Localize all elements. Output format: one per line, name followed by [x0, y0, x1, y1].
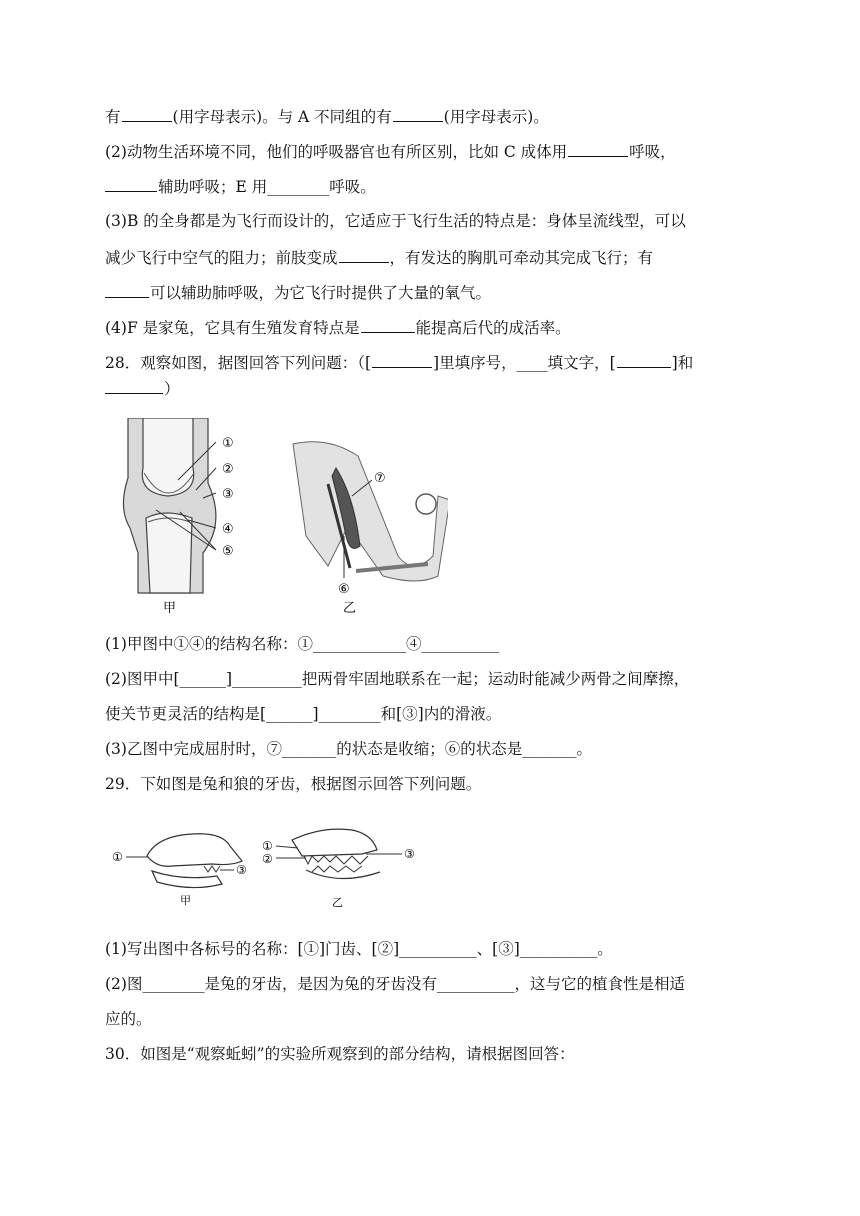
- answer-blank[interactable]: [122, 104, 172, 122]
- joint-diagram: [108, 418, 258, 618]
- q27-part2-line2: [105, 174, 376, 198]
- q27-part3-line1: [105, 210, 686, 232]
- q27-part2-line1: [105, 139, 676, 163]
- text: ]里填序号，____填文字，[: [433, 354, 616, 372]
- q29-sub2-line1: (2)图________是兔的牙齿，是因为兔的牙齿没有__________，这与它的植食性是相适: [105, 975, 685, 993]
- text: 有: [105, 108, 121, 126]
- text: 能提高后代的成活率。: [415, 319, 571, 337]
- figure-caption-yi: 乙: [332, 896, 343, 909]
- q29-intro: 29．下如图是兔和狼的牙齿，根据图示回答下列问题。: [105, 775, 482, 793]
- rabbit-upper-skull: [147, 834, 242, 867]
- label-1: ①: [262, 839, 273, 853]
- wolf-upper-teeth: [304, 856, 368, 864]
- arm-outline: [293, 442, 448, 581]
- q27-line1: [105, 104, 549, 128]
- figure-caption-yi: 乙: [343, 601, 357, 616]
- text: 28．观察如图，据图回答下列问题：（[: [105, 354, 372, 372]
- figure-caption-jia: 甲: [180, 894, 191, 906]
- answer-blank[interactable]: [372, 350, 432, 368]
- text: ，有发达的胸肌可牵动其完成飞行；有: [389, 249, 654, 267]
- q28-sub2-line2: 使关节更灵活的结构是[______]________和[③]内的滑液。: [105, 705, 502, 723]
- answer-blank[interactable]: [339, 245, 389, 263]
- text: (用字母表示)。: [443, 108, 549, 126]
- q30-intro: 30．如图是“观察蚯蚓”的实验所观察到的部分结构，请根据图回答：: [105, 1045, 575, 1063]
- label-7: ⑦: [374, 471, 386, 486]
- q27-part3-line2: [105, 245, 653, 269]
- wolf-teeth-diagram: [262, 820, 422, 912]
- text: ）: [164, 380, 180, 398]
- label-1: ①: [222, 436, 234, 451]
- arm-muscle-diagram: [288, 436, 448, 616]
- answer-blank[interactable]: [105, 376, 163, 394]
- label-3: ③: [404, 847, 415, 861]
- pointer-line-1: [276, 846, 298, 848]
- text: 辅助呼吸；E 用________呼吸。: [158, 178, 376, 196]
- label-2: ②: [222, 462, 234, 477]
- rabbit-lower-jaw: [152, 871, 222, 888]
- rabbit-molars: [204, 866, 220, 872]
- q27-part3-line3: [105, 280, 491, 304]
- rabbit-teeth-diagram: [112, 826, 262, 906]
- figure-caption-jia: 甲: [163, 601, 177, 616]
- wolf-lower-teeth: [312, 866, 362, 872]
- text: (3)B 的全身都是为飞行而设计的，它适应于飞行生活的特点是：身体呈流线型，可以: [105, 212, 686, 230]
- answer-blank[interactable]: [568, 139, 628, 157]
- text: 呼吸，: [629, 143, 676, 161]
- q28-sub2-line1: (2)图甲中[______]_________把两骨牢固地联系在一起；运动时能减少两骨之间摩擦，: [105, 670, 690, 688]
- q28-sub1: (1)甲图中①④的结构名称：①____________④__________: [105, 635, 499, 653]
- lower-bone: [146, 513, 192, 593]
- q29-sub2-line2: 应的。: [105, 1010, 152, 1028]
- q28-intro-line2: [105, 376, 180, 400]
- label-3: ③: [236, 863, 247, 877]
- answer-blank[interactable]: [617, 350, 671, 368]
- text: 减少飞行中空气的阻力；前肢变成: [105, 249, 338, 267]
- answer-blank[interactable]: [105, 280, 149, 298]
- q29-sub1: (1)写出图中各标号的名称：[①]门齿、[②]__________、[③]__________。: [105, 940, 613, 958]
- label-4: ④: [222, 522, 234, 537]
- text: (2)动物生活环境不同，他们的呼吸器官也有所区别，比如 C 成体用: [105, 143, 568, 161]
- answer-blank[interactable]: [361, 315, 415, 333]
- label-2: ②: [262, 852, 273, 866]
- text: ]和: [671, 354, 694, 372]
- upper-bone: [142, 418, 193, 496]
- label-5: ⑤: [222, 544, 234, 559]
- q27-part4: [105, 315, 571, 339]
- text: 可以辅助肺呼吸，为它飞行时提供了大量的氧气。: [150, 284, 492, 302]
- text: (4)F 是家兔，它具有生殖发育特点是: [105, 319, 360, 337]
- label-3: ③: [222, 487, 234, 502]
- label-6: ⑥: [338, 582, 350, 597]
- q28-intro-line1: [105, 350, 693, 374]
- wolf-upper-skull: [292, 829, 377, 856]
- answer-blank[interactable]: [105, 174, 157, 192]
- q28-sub3: (3)乙图中完成屈肘时，⑦_______的状态是收缩；⑥的状态是_______。: [105, 740, 592, 758]
- text: (用字母表示)。与 A 不同组的有: [172, 108, 392, 126]
- wolf-lower-jaw: [306, 870, 380, 879]
- hand-outline: [416, 494, 436, 514]
- label-1: ①: [112, 850, 123, 864]
- answer-blank[interactable]: [393, 104, 443, 122]
